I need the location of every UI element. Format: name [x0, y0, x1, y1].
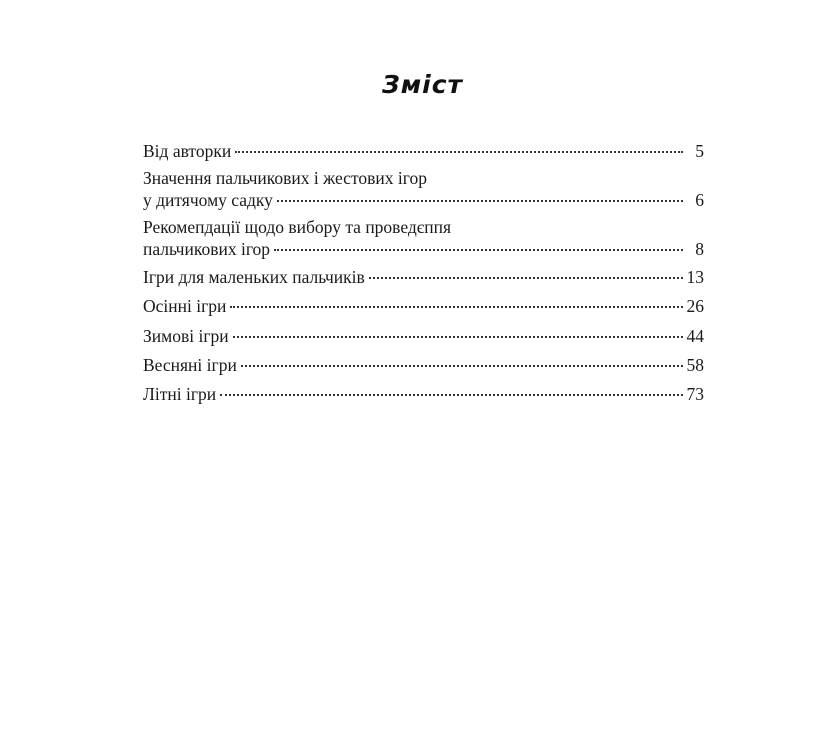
toc-entry-title: Літні ігри	[143, 384, 217, 404]
toc-entry	[143, 295, 704, 317]
dot-leader	[235, 151, 683, 153]
dot-leader	[369, 277, 683, 279]
toc-entry	[143, 325, 704, 347]
toc-entry-page: 6	[695, 190, 704, 210]
toc-entry-title-line: пальчикових ігор	[143, 239, 271, 259]
toc-entry	[143, 354, 704, 376]
toc-entry-title: Ігри для маленьких пальчиків	[143, 267, 365, 287]
toc-entry-title-line: Рекомепдації щодо вибору та проведєппя	[143, 217, 452, 237]
toc-entry-title: Осінні ігри	[143, 296, 227, 316]
dot-leader	[233, 336, 683, 338]
toc-entry	[143, 167, 704, 211]
toc-entry-page: 26	[686, 296, 704, 316]
toc-entry	[143, 266, 704, 288]
toc-entry-page: 8	[695, 239, 704, 259]
toc-entry	[143, 383, 704, 405]
toc-entry-page: 73	[686, 384, 704, 404]
toc-entry-page: 58	[686, 355, 704, 375]
toc-entry	[143, 216, 704, 260]
toc-entry-page: 44	[686, 326, 704, 346]
toc-entry-title: Весняні ігри	[143, 355, 237, 375]
toc-entry-page: 13	[686, 267, 704, 287]
dot-leader	[274, 249, 683, 251]
dot-leader	[241, 365, 683, 367]
dot-leader	[220, 394, 683, 396]
toc-entry-title: Зимові ігри	[143, 326, 229, 346]
dot-leader	[277, 200, 683, 202]
toc-entry-title-line: Значення пальчикових і жестових ігор	[143, 168, 427, 188]
dot-leader	[230, 306, 683, 308]
toc-entry-page: 5	[695, 141, 704, 161]
toc-entry-title-line: у дитячому садку	[143, 190, 273, 210]
toc-entry	[143, 140, 704, 162]
page-title: Зміст	[381, 70, 464, 99]
toc-entry-title: Від авторки	[143, 141, 232, 161]
